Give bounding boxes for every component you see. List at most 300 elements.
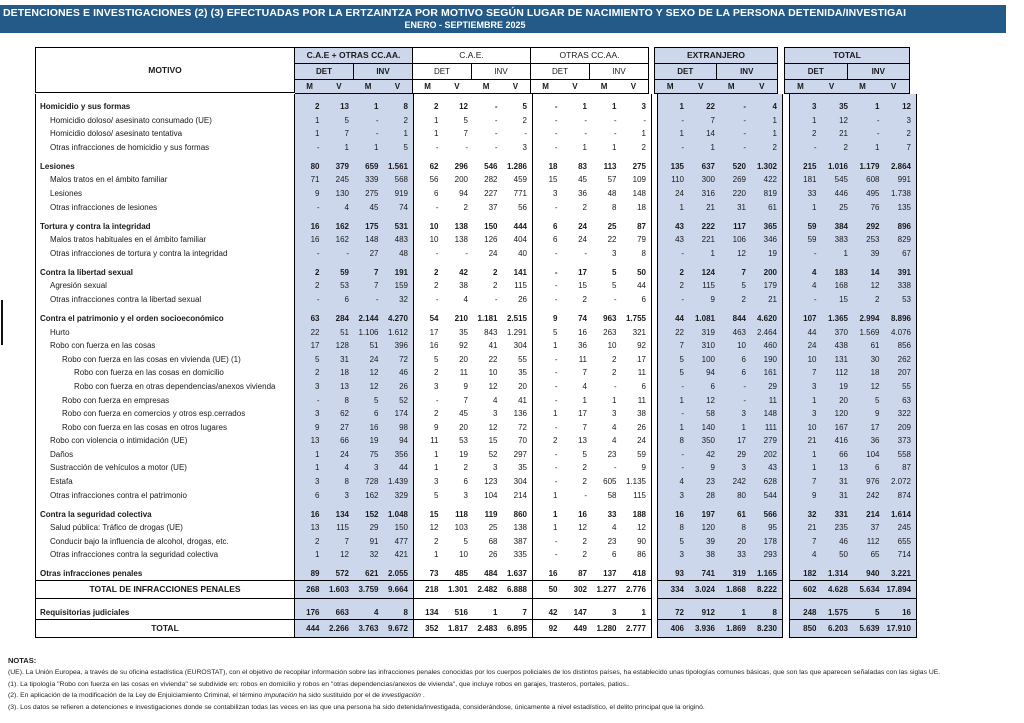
- data-cell: 843: [484, 327, 498, 337]
- data-cell: 2.055: [387, 569, 408, 579]
- data-cell: -: [554, 463, 558, 473]
- data-cell: 1.106: [358, 327, 379, 337]
- page-title: DETENCIONES E INVESTIGACIONES (2) (3) EFECTUADAS POR LA ERTZAINTZA POR MOTIVO SEGÚN LUGAR DE NACIMIENTO Y SEXO DE LA PERSONA DETENIDA/INVESTIGAI: [3, 7, 907, 19]
- data-cell: 5: [679, 354, 684, 364]
- data-cell: 8.222: [756, 585, 777, 595]
- data-cell: 1: [582, 142, 587, 152]
- data-cell: 3.763: [358, 624, 379, 634]
- data-cell: 1.575: [827, 608, 848, 618]
- data-cell: 37: [870, 523, 880, 533]
- data-cell: 8: [679, 523, 684, 533]
- data-cell: 262: [897, 354, 911, 364]
- data-cell: 5: [582, 449, 587, 459]
- data-cell: 24: [675, 188, 684, 198]
- data-cell: 115: [702, 281, 715, 291]
- row-label: Otras infracciones de tortura y contra la integridad: [35, 246, 295, 260]
- data-cell: 16: [578, 509, 587, 519]
- data-cell: -: [681, 248, 684, 258]
- data-cell: 5: [403, 142, 408, 152]
- data-cell: 24: [578, 235, 587, 245]
- data-cell: 1: [612, 142, 617, 152]
- data-cell: 45: [578, 175, 587, 185]
- data-cell: 655: [897, 536, 911, 546]
- data-cell: 11: [768, 395, 777, 405]
- inv-header: INV: [494, 67, 508, 76]
- row-label: Contra la seguridad colectiva: [35, 502, 295, 521]
- data-cell: 74: [578, 313, 587, 323]
- data-cell: 8.230: [756, 624, 777, 634]
- data-cell: -: [554, 422, 558, 432]
- data-cell: 24: [340, 449, 349, 459]
- data-cell: 940: [866, 569, 880, 579]
- data-cell: 896: [897, 221, 911, 231]
- data-cell: 8: [772, 608, 777, 618]
- data-cell: 92: [637, 341, 646, 351]
- data-cell: 3: [434, 381, 439, 391]
- row-label: Robo con fuerza en empresas: [35, 393, 295, 407]
- data-cell: 72: [675, 608, 684, 618]
- data-cell: 1: [315, 115, 320, 125]
- data-cell: 59: [807, 235, 817, 245]
- data-cell: 110: [671, 175, 684, 185]
- data-cell: 6: [463, 477, 468, 487]
- data-cell: 1.817: [447, 624, 468, 634]
- data-cell: 6: [315, 490, 320, 500]
- data-cell: 1: [875, 142, 880, 152]
- data-cell: 963: [603, 313, 617, 323]
- data-cell: 134: [335, 509, 349, 519]
- data-cell: 147: [573, 608, 587, 618]
- data-cell: 2: [679, 267, 684, 277]
- data-cell: 2.777: [625, 624, 646, 634]
- data-cell: 18: [340, 368, 349, 378]
- data-cell: 335: [513, 550, 527, 560]
- data-cell: 1.614: [890, 509, 911, 519]
- data-cell: -: [524, 129, 527, 139]
- notes: [8, 656, 1018, 715]
- data-cell: 4: [812, 281, 817, 291]
- data-cell: 404: [513, 235, 527, 245]
- data-cell: 1.291: [506, 327, 527, 337]
- data-cell: 2: [553, 436, 558, 446]
- data-cell: 605: [603, 477, 617, 487]
- data-cell: 2: [582, 536, 587, 546]
- data-cell: 331: [834, 509, 848, 519]
- data-cell: -: [316, 142, 320, 152]
- data-cell: -: [554, 381, 558, 391]
- data-cell: -: [316, 395, 320, 405]
- data-cell: 1.314: [827, 569, 848, 579]
- data-cell: 2: [772, 142, 777, 152]
- data-cell: 21: [768, 294, 777, 304]
- data-cell: 115: [336, 523, 349, 533]
- row-label: Lesiones: [35, 186, 295, 200]
- row-label: Salud pública: Tráfico de drogas (UE): [35, 521, 295, 535]
- data-cell: 62: [429, 161, 439, 171]
- data-cell: 1: [434, 463, 439, 473]
- data-cell: 37: [488, 202, 498, 212]
- data-cell: 304: [513, 477, 527, 487]
- data-cell: 12: [488, 381, 498, 391]
- data-cell: 13: [310, 436, 320, 446]
- data-cell: 159: [394, 281, 408, 291]
- data-cell: 663: [335, 608, 349, 618]
- data-cell: 6: [710, 381, 715, 391]
- data-cell: 135: [897, 202, 911, 212]
- data-cell: 438: [834, 341, 848, 351]
- data-cell: 17.910: [886, 624, 911, 634]
- data-cell: 21: [839, 129, 848, 139]
- data-cell: 3: [741, 409, 746, 419]
- data-cell: 3: [553, 188, 558, 198]
- data-cell: 59: [807, 221, 817, 231]
- data-cell: 207: [897, 368, 911, 378]
- data-cell: 659: [365, 161, 379, 171]
- data-cell: 16: [548, 569, 558, 579]
- data-cell: 16: [310, 221, 320, 231]
- data-cell: 10: [429, 221, 439, 231]
- data-cell: -: [554, 115, 558, 125]
- data-cell: 1: [434, 449, 439, 459]
- data-cell: 3: [812, 409, 817, 419]
- table-row: [35, 488, 917, 502]
- data-cell: 33: [737, 550, 746, 560]
- data-cell: 14: [870, 267, 880, 277]
- data-cell: 446: [834, 188, 848, 198]
- data-cell: 13: [578, 436, 587, 446]
- data-cell: 346: [763, 235, 777, 245]
- data-cell: 1.569: [859, 327, 880, 337]
- data-cell: 52: [488, 449, 498, 459]
- data-cell: 23: [607, 449, 617, 459]
- data-cell: -: [554, 294, 558, 304]
- data-cell: 2.864: [890, 161, 911, 171]
- table-row: [35, 599, 917, 619]
- title-bar: [0, 5, 1006, 33]
- data-cell: -: [554, 202, 558, 212]
- inv-header: INV: [612, 67, 626, 76]
- data-cell: 46: [399, 368, 408, 378]
- data-cell: -: [494, 102, 498, 111]
- data-cell: 9.664: [387, 585, 408, 595]
- data-cell: 221: [701, 235, 715, 245]
- motivo-header: MOTIVO: [35, 47, 295, 93]
- row-label: Homicidio doloso/ asesinato consumado (UE): [35, 113, 295, 127]
- data-cell: 293: [763, 550, 777, 560]
- data-cell: 1.165: [756, 569, 777, 579]
- data-cell: 162: [365, 490, 379, 500]
- data-cell: 7: [582, 422, 587, 432]
- row-label: Robo con fuerza en otras dependencias/anexos vivienda: [35, 379, 295, 393]
- data-cell: -: [346, 248, 349, 258]
- data-cell: 12: [340, 550, 349, 560]
- data-cell: 477: [394, 536, 408, 546]
- data-cell: 1: [434, 550, 439, 560]
- data-cell: 7: [710, 115, 715, 125]
- data-cell: 3: [344, 490, 349, 500]
- data-cell: 2: [315, 281, 320, 291]
- data-cell: 80: [737, 490, 746, 500]
- data-cell: 94: [706, 368, 715, 378]
- row-label: Homicidio y sus formas: [35, 94, 295, 113]
- data-cell: 384: [834, 221, 848, 231]
- data-cell: 728: [365, 477, 379, 487]
- row-label: Requisitorias judiciales: [35, 599, 295, 619]
- data-cell: 87: [578, 569, 587, 579]
- table-row: [35, 140, 917, 154]
- data-cell: 113: [603, 161, 617, 171]
- data-cell: 396: [394, 341, 408, 351]
- data-cell: -: [743, 142, 746, 152]
- data-cell: 6: [641, 294, 646, 304]
- table-row: [35, 246, 917, 260]
- data-cell: 741: [701, 569, 715, 579]
- data-cell: 56: [429, 175, 439, 185]
- data-cell: 38: [459, 281, 468, 291]
- data-cell: 387: [513, 536, 527, 546]
- data-cell: -: [876, 115, 880, 125]
- notes-heading: NOTAS:: [8, 656, 37, 665]
- table-row: [35, 186, 917, 200]
- data-cell: 22: [310, 327, 320, 337]
- data-cell: 2: [582, 477, 587, 487]
- data-cell: 18: [870, 368, 880, 378]
- data-cell: 4: [812, 550, 817, 560]
- data-cell: 1: [741, 422, 746, 432]
- data-cell: 76: [870, 202, 880, 212]
- data-cell: 10: [459, 550, 468, 560]
- data-cell: -: [554, 129, 558, 139]
- data-cell: 2: [612, 354, 617, 364]
- data-cell: 150: [484, 221, 498, 231]
- table-header: [35, 47, 917, 94]
- data-cell: 26: [518, 294, 527, 304]
- statistics-table: [35, 47, 917, 638]
- data-cell: 1.280: [596, 624, 617, 634]
- data-cell: -: [743, 129, 746, 139]
- data-cell: 242: [732, 477, 746, 487]
- data-cell: 6.203: [827, 624, 848, 634]
- data-cell: 71: [310, 175, 320, 185]
- data-cell: 59: [340, 267, 349, 277]
- data-cell: 87: [902, 463, 911, 473]
- data-cell: 200: [763, 267, 777, 277]
- data-cell: 38: [706, 550, 715, 560]
- data-cell: 18: [548, 161, 558, 171]
- data-cell: 2: [315, 102, 320, 111]
- data-cell: 245: [335, 175, 349, 185]
- data-cell: 44: [675, 313, 684, 323]
- data-cell: 2: [641, 142, 646, 152]
- det-header: DET: [655, 64, 717, 79]
- data-cell: 4: [612, 422, 617, 432]
- data-cell: 1: [741, 608, 746, 618]
- data-cell: 485: [454, 569, 468, 579]
- table-row: [35, 154, 917, 173]
- data-cell: 495: [866, 188, 880, 198]
- data-cell: 4: [612, 523, 617, 533]
- data-cell: 130: [335, 188, 349, 198]
- data-cell: 1: [641, 608, 646, 618]
- data-cell: 850: [803, 624, 817, 634]
- data-cell: 9.672: [387, 624, 408, 634]
- data-cell: 3: [641, 102, 646, 111]
- data-cell: 10: [607, 341, 617, 351]
- data-cell: -: [375, 294, 379, 304]
- data-cell: -: [554, 267, 558, 277]
- data-cell: 190: [763, 354, 777, 364]
- data-cell: 61: [737, 509, 746, 519]
- data-cell: 134: [425, 608, 439, 618]
- data-cell: 2.776: [625, 585, 646, 595]
- data-cell: 844: [732, 313, 746, 323]
- data-cell: 87: [637, 221, 646, 231]
- table-row: [35, 461, 917, 475]
- data-cell: 191: [394, 267, 408, 277]
- data-cell: -: [316, 202, 320, 212]
- data-cell: 3.221: [890, 569, 911, 579]
- row-label: Lesiones: [35, 154, 295, 173]
- data-cell: 210: [454, 313, 468, 323]
- data-cell: 483: [394, 235, 408, 245]
- data-cell: 275: [365, 188, 379, 198]
- table-row: [35, 339, 917, 353]
- row-label: Contra el patrimonio y el orden socioeconómico: [35, 306, 295, 325]
- data-cell: 2.483: [477, 624, 498, 634]
- data-cell: -: [813, 294, 817, 304]
- data-cell: 16: [429, 341, 439, 351]
- data-cell: 1: [679, 422, 684, 432]
- data-cell: -: [613, 115, 617, 125]
- data-cell: 80: [310, 161, 320, 171]
- data-cell: 406: [670, 624, 684, 634]
- data-cell: 11: [637, 395, 646, 405]
- data-cell: 152: [365, 509, 379, 519]
- data-cell: 53: [902, 294, 911, 304]
- data-cell: 1: [553, 490, 558, 500]
- data-cell: 17: [737, 436, 746, 446]
- data-cell: 44: [399, 463, 408, 473]
- data-cell: -: [494, 294, 498, 304]
- table-row: [35, 292, 917, 306]
- data-cell: 4: [374, 608, 379, 618]
- data-cell: 7: [582, 368, 587, 378]
- data-cell: 3: [741, 463, 746, 473]
- data-cell: 8: [344, 395, 349, 405]
- data-cell: 1.561: [387, 161, 408, 171]
- data-cell: 27: [369, 248, 379, 258]
- data-cell: 444: [513, 221, 527, 231]
- data-cell: 7: [463, 129, 468, 139]
- data-cell: 2: [315, 368, 320, 378]
- data-cell: -: [465, 248, 468, 258]
- data-cell: 7: [344, 536, 349, 546]
- data-cell: 531: [394, 221, 408, 231]
- data-cell: -: [316, 248, 320, 258]
- data-cell: 1: [374, 142, 379, 152]
- data-cell: 19: [839, 381, 848, 391]
- data-cell: 131: [834, 354, 848, 364]
- data-cell: 819: [763, 188, 777, 198]
- data-cell: 44: [637, 281, 646, 291]
- data-cell: 39: [870, 248, 880, 258]
- table-row: [35, 306, 917, 325]
- data-cell: 2: [434, 409, 439, 419]
- data-cell: 63: [310, 313, 320, 323]
- data-cell: 322: [897, 409, 911, 419]
- data-cell: 148: [763, 409, 777, 419]
- data-cell: 1.081: [694, 313, 715, 323]
- data-cell: 5: [522, 102, 527, 111]
- data-cell: 1: [679, 202, 684, 212]
- data-cell: 72: [518, 422, 527, 432]
- data-cell: 379: [335, 161, 349, 171]
- data-cell: 46: [839, 536, 848, 546]
- data-cell: -: [435, 248, 439, 258]
- data-cell: 12: [578, 523, 587, 533]
- data-cell: 5.634: [859, 585, 880, 595]
- data-cell: 29: [737, 449, 746, 459]
- data-cell: 138: [454, 221, 468, 231]
- data-cell: -: [554, 477, 558, 487]
- data-cell: 2: [612, 368, 617, 378]
- data-cell: 25: [607, 221, 617, 231]
- data-cell: 5: [875, 395, 880, 405]
- data-cell: 1: [344, 142, 349, 152]
- table-row: [35, 619, 917, 638]
- data-cell: 544: [763, 490, 777, 500]
- data-cell: 135: [670, 161, 684, 171]
- table-row: [35, 561, 917, 580]
- data-cell: 10: [488, 368, 498, 378]
- data-cell: -: [813, 248, 817, 258]
- data-cell: 1: [553, 509, 558, 519]
- data-cell: 1: [434, 129, 439, 139]
- data-cell: -: [613, 463, 617, 473]
- data-cell: 1: [315, 463, 320, 473]
- data-cell: 104: [866, 449, 880, 459]
- data-cell: 245: [897, 523, 911, 533]
- data-cell: -: [584, 490, 587, 500]
- data-cell: 8: [403, 102, 408, 111]
- det-header: DET: [413, 64, 472, 79]
- data-cell: 6: [553, 221, 558, 231]
- data-cell: 279: [763, 436, 777, 446]
- data-cell: 7: [374, 281, 379, 291]
- data-cell: 1.016: [827, 161, 848, 171]
- data-cell: 70: [518, 436, 527, 446]
- data-cell: 10: [737, 341, 746, 351]
- data-cell: 275: [632, 161, 646, 171]
- data-cell: 31: [340, 354, 349, 364]
- data-cell: 21: [807, 436, 817, 446]
- data-cell: 24: [637, 436, 646, 446]
- data-cell: 109: [632, 175, 646, 185]
- data-cell: 2: [315, 536, 320, 546]
- data-cell: 7: [522, 608, 527, 618]
- data-cell: 1: [315, 129, 320, 139]
- data-cell: -: [435, 294, 439, 304]
- data-cell: 714: [897, 550, 911, 560]
- data-cell: -: [554, 550, 558, 560]
- data-cell: 32: [369, 550, 379, 560]
- data-cell: 93: [675, 569, 684, 579]
- data-cell: 42: [706, 449, 715, 459]
- data-cell: 16: [310, 509, 320, 519]
- data-cell: 2: [843, 142, 848, 152]
- data-cell: 5: [434, 354, 439, 364]
- data-cell: 136: [513, 409, 527, 419]
